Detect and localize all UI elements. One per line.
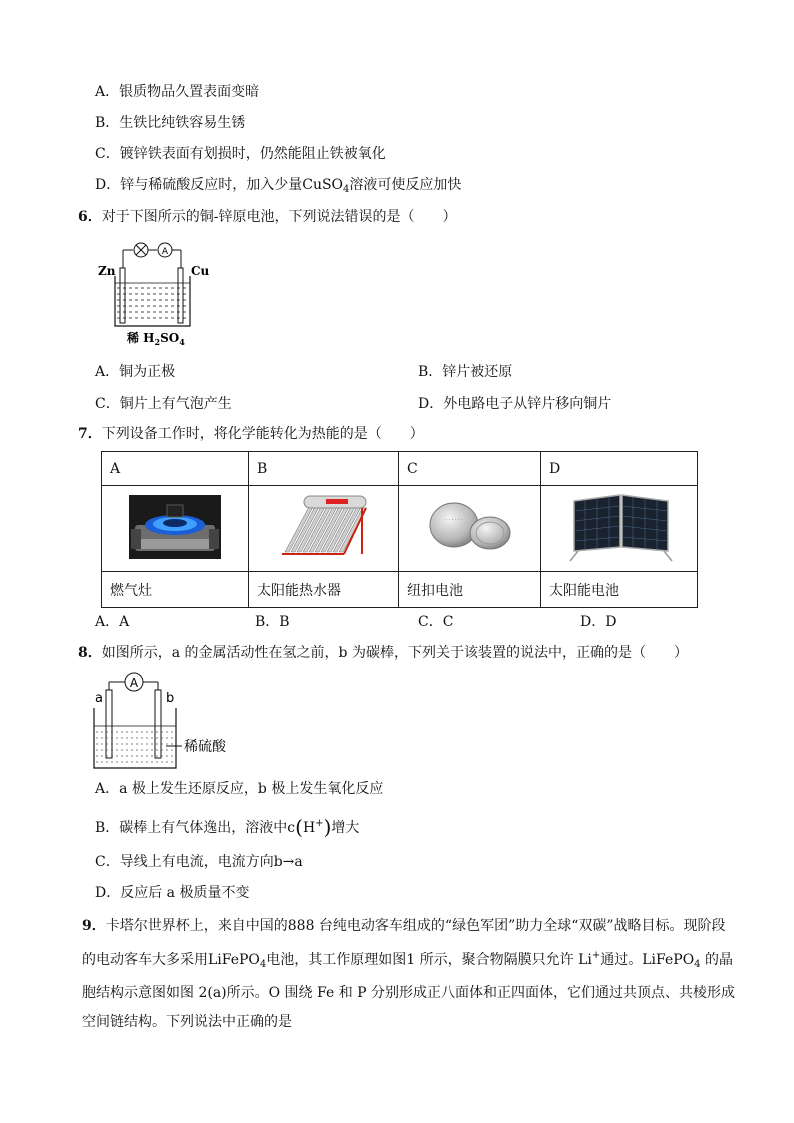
q8-option-b-ion: H bbox=[302, 820, 316, 836]
button-cell-icon bbox=[420, 497, 520, 557]
q9-line-3: 胞结构示意图如图 2(a)所示。O 围绕 Fe 和 P 分别形成正八面体和正四面体，它们通过共顶点、共棱形成 bbox=[82, 985, 736, 1001]
q5-option-c: C．镀锌铁表面有划损时，仍然能阻止铁被氧化 bbox=[95, 146, 386, 162]
q5-option-d bbox=[95, 175, 461, 200]
q9-line-2-pre: 的电动客车大多采用LiFePO bbox=[82, 952, 260, 968]
solar-panel-icon bbox=[564, 491, 674, 563]
q7-name-b: 太阳能热水器 bbox=[249, 572, 399, 608]
q5-option-d-pre: D．锌与稀硫酸反应时，加入少量 bbox=[95, 177, 303, 193]
q5-option-d-formula: CuSO bbox=[302, 177, 344, 193]
q8-text: 如图所示，a 的金属活动性在氢之前，b 为碳棒，下列关于该装置的说法中，正确的是（ ） bbox=[101, 645, 688, 661]
q9-line-2-sup: + bbox=[591, 950, 601, 961]
q6-cu-label: Cu bbox=[191, 264, 210, 278]
q7-option-c: C．C bbox=[418, 614, 454, 630]
q7-header-d: D bbox=[541, 452, 698, 486]
q6-cu-electrode bbox=[178, 268, 183, 323]
q8-ammeter-label: A bbox=[129, 676, 139, 690]
q6-option-b: B．锌片被还原 bbox=[418, 364, 513, 380]
q8-option-d: D．反应后 a 极质量不变 bbox=[95, 885, 250, 901]
q7-table bbox=[101, 451, 698, 608]
gas-stove-icon bbox=[129, 495, 221, 559]
q8-stem bbox=[78, 643, 688, 663]
q9-line-1 bbox=[82, 912, 742, 941]
q6-option-c: C．铜片上有气泡产生 bbox=[95, 396, 232, 412]
q8-option-c: C．导线上有电流，电流方向b→a bbox=[95, 854, 303, 870]
q9-line-2-post: 的晶 bbox=[700, 952, 733, 968]
q6-option-a: A．铜为正极 bbox=[95, 364, 176, 380]
q8-b-label: b bbox=[166, 691, 175, 706]
q6-stem bbox=[78, 207, 456, 227]
q6-text: 对于下图所示的铜-锌原电池，下列说法错误的是（ ） bbox=[101, 209, 457, 225]
q7-name-d: 太阳能电池 bbox=[541, 572, 698, 608]
q7-header-a: A bbox=[102, 452, 249, 486]
q9-line-2-mid: 电池，其工作原理如图1 所示，聚合物隔膜只允许 Li bbox=[266, 952, 592, 968]
q9-number: 9． bbox=[82, 918, 106, 934]
q9-line-2-sub2: 4 bbox=[694, 959, 701, 970]
q8-option-b-sup: + bbox=[315, 818, 324, 829]
q8-a-electrode bbox=[106, 690, 112, 758]
q9-paragraph bbox=[82, 912, 742, 1037]
q7-image-cell-a bbox=[102, 486, 249, 572]
q7-image-cell-c bbox=[399, 486, 541, 572]
q7-number: 7． bbox=[78, 426, 102, 442]
q7-image-cell-b bbox=[249, 486, 399, 572]
q8-a-label: a bbox=[95, 691, 103, 706]
q6-ammeter-label: A bbox=[161, 247, 169, 257]
q5-option-d-sub: 4 bbox=[343, 184, 350, 195]
q7-header-b: B bbox=[249, 452, 399, 486]
q9-line-1-text: 卡塔尔世界杯上，来自中国的888 台纯电动客车组成的“绿色军团”助力全球“双碳”战略目标。现阶段 bbox=[105, 918, 726, 934]
q6-number: 6． bbox=[78, 209, 102, 225]
q7-text: 下列设备工作时，将化学能转化为热能的是（ ） bbox=[101, 426, 424, 442]
q9-line-4: 空间链结构。下列说法中正确的是 bbox=[82, 1014, 292, 1030]
q7-option-a: A．A bbox=[95, 614, 130, 630]
q8-b-electrode bbox=[155, 690, 161, 758]
q9-line-2-sub: 4 bbox=[259, 959, 267, 970]
q7-option-b: B．B bbox=[255, 614, 290, 630]
q8-cell-diagram bbox=[92, 668, 267, 776]
q5-option-d-post: 溶液可使反应加快 bbox=[349, 177, 462, 193]
q5-option-a: A．银质物品久置表面变暗 bbox=[95, 84, 260, 100]
q8-option-b: B．碳棒上有气体逸出，溶液中c(H+)增大 bbox=[95, 815, 360, 839]
q6-zn-label: Zn bbox=[98, 264, 116, 278]
q8-number: 8． bbox=[78, 645, 102, 661]
q9-line-2-mid2: 通过。LiFePO bbox=[600, 952, 695, 968]
q8-option-b-post: 增大 bbox=[331, 820, 360, 836]
svg-text:· · · · · ·: · · · · · · bbox=[444, 516, 463, 523]
q6-zn-electrode bbox=[120, 268, 125, 323]
q7-name-a: 燃气灶 bbox=[102, 572, 249, 608]
q5-option-b: B．生铁比纯铁容易生锈 bbox=[95, 115, 246, 131]
q7-image-cell-d bbox=[541, 486, 698, 572]
q9-line-2 bbox=[82, 941, 742, 979]
q6-option-d: D．外电路电子从锌片移向铜片 bbox=[418, 396, 612, 412]
q6-solution-label: 稀 $H_2SO_4$ bbox=[127, 331, 185, 347]
q8-solution-label: 稀硫酸 bbox=[184, 739, 226, 755]
q8-option-b-pre: B．碳棒上有气体逸出，溶液中c bbox=[95, 820, 296, 836]
q8-option-a: A．a 极上发生还原反应，b 极上发生氧化反应 bbox=[95, 781, 384, 797]
q7-stem bbox=[78, 424, 424, 444]
q6-cell-diagram bbox=[95, 238, 225, 348]
solar-water-heater-icon bbox=[274, 490, 374, 564]
q7-option-d: D．D bbox=[580, 614, 617, 630]
q7-header-c: C bbox=[399, 452, 541, 486]
q7-name-c: 纽扣电池 bbox=[399, 572, 541, 608]
